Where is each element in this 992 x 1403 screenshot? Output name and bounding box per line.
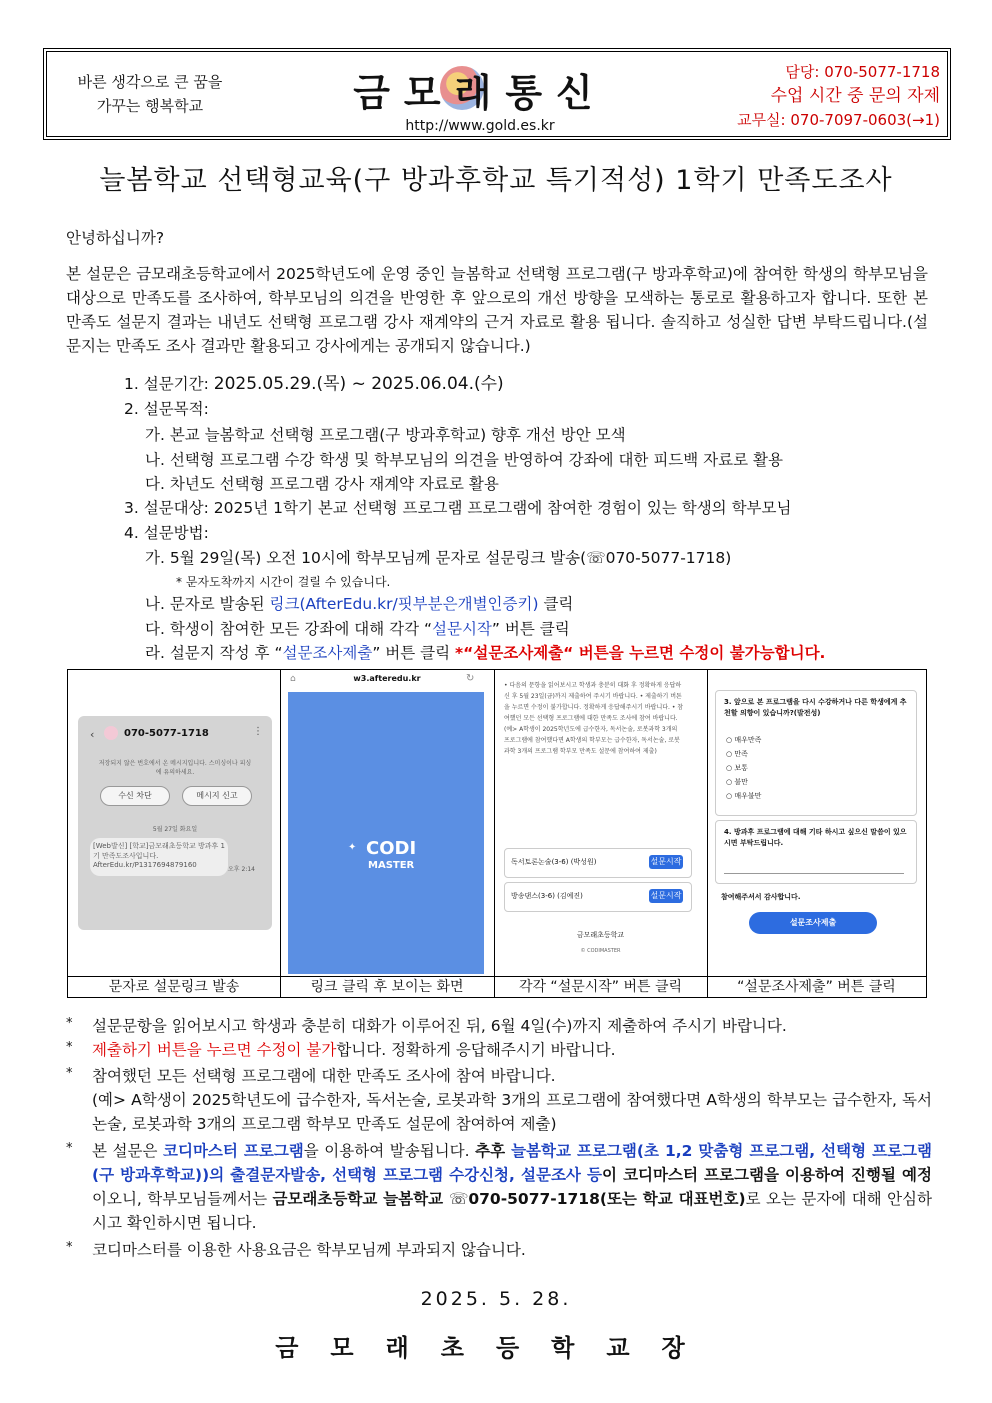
newsletter-masthead: 금모래통신 bbox=[353, 71, 607, 115]
screenshot-codi bbox=[280, 670, 495, 976]
school-motto bbox=[60, 70, 240, 118]
submit-survey-button[interactable]: 설문조사제출 bbox=[749, 912, 877, 934]
comment-input[interactable] bbox=[724, 857, 904, 874]
option-2[interactable]: ○ 만족 bbox=[726, 750, 748, 758]
block-button[interactable]: 수신 차단 bbox=[100, 786, 170, 806]
item-method-note: * 문자도착까지 시간이 걸릴 수 있습니다. bbox=[176, 575, 391, 589]
course-name-1: 독서토론논술(3-6) (박성원) bbox=[511, 858, 597, 866]
method-d-mid: ” 버튼 클릭 bbox=[372, 644, 456, 662]
note-3-marker: * bbox=[66, 1066, 73, 1081]
sms-warning: 저장되지 않은 번호에서 온 메시지입니다. 스미싱이나 피싱에 유의하세요. bbox=[98, 760, 252, 776]
caption-3: 각각 “설문시작” 버튼 클릭 bbox=[494, 976, 708, 997]
contact-line-2: 수업 시간 중 문의 자제 bbox=[770, 86, 940, 106]
school-name: 금모래초등학교 bbox=[576, 931, 625, 939]
note-3-example: (예> A학생이 2025학년도에 급수한자, 독서논술, 로봇과학 3개의 프로그램에 참여했다면 A학생의 학부모는 급수한자, 독서논술, 로봇과학 3개의 프로그램 학부모 만족도 설문에 참여하여 제출) bbox=[92, 1091, 932, 1133]
item-target: 3. 설문대상: 2025년 1학기 본교 선택형 프로그램 프로그램에 참여한 경험이 있는 학생의 학부모님 bbox=[124, 499, 792, 517]
screenshot-sms bbox=[68, 670, 281, 976]
rating-options bbox=[726, 733, 761, 803]
note-2 bbox=[92, 1038, 932, 1062]
screenshot-course-list bbox=[494, 670, 708, 976]
refresh-icon: ↻ bbox=[466, 673, 475, 684]
greeting: 안녕하십니까? bbox=[66, 229, 165, 247]
method-c-pre: 다. 학생이 참여한 모든 강좌에 대해 각각 “ bbox=[145, 620, 433, 638]
codimaster-footer: © CODIMASTER bbox=[580, 948, 621, 954]
more-icon: ⋮ bbox=[253, 726, 263, 737]
note-4: 본 설문은 코디마스터 프로그램을 이용하여 발송됩니다. 추후 늘봄학교 프로그램(초 1,2 맞춤형 프로그램, 선택형 프로그램(구 방과후학교))의 출결문자발송, 선택형 프로그램 수강신청, 설문조사 등이 코디마스터 프로그램을 이용하여 진행될 예정이오니, 학부모님들께서는 금모래초등학교 늘봄학교 ☏070-5077-1718(또는 학교 대표번호)로 오는 문자에 대해 안심하시고 확인하시면 됩니다. bbox=[92, 1142, 932, 1232]
method-b-post: 클릭 bbox=[538, 595, 574, 613]
survey-link[interactable]: 링크(AfterEdu.kr/핏부분은개별인증키) bbox=[269, 595, 539, 613]
home-icon: ⌂ bbox=[290, 674, 296, 684]
sms-screen bbox=[78, 716, 272, 930]
contact-line-3: 교무실: 070-7097-0603(→1) bbox=[737, 111, 940, 129]
item-method-d bbox=[145, 641, 825, 665]
start-survey-button-1[interactable]: 설문시작 bbox=[649, 855, 683, 869]
item-purpose-b: 나. 선택형 프로그램 수강 학생 및 학부모님의 의견을 반영하여 강좌에 대한 피드백 자료로 활용 bbox=[145, 451, 783, 469]
codi-logo-subtext: MASTER bbox=[368, 860, 415, 871]
note-5: 코디마스터를 이용한 사용요금은 학부모님께 부과되지 않습니다. bbox=[92, 1241, 526, 1259]
item-purpose: 2. 설문목적: bbox=[124, 400, 209, 418]
sms-phone-number: 070-5077-1718 bbox=[124, 728, 209, 739]
option-3[interactable]: ○ 보통 bbox=[726, 764, 748, 772]
motto-line-2: 가꾸는 행복학교 bbox=[96, 97, 204, 115]
note-1: 설문문항을 읽어보시고 학생과 충분히 대화가 이루어진 뒤, 6월 4일(수)까지 제출하여 주시기 바랍니다. bbox=[92, 1017, 787, 1035]
question-4-card bbox=[715, 820, 917, 884]
item-period-label: 1. 설문기간: bbox=[124, 375, 214, 393]
method-b-pre: 나. 문자로 발송된 bbox=[145, 595, 270, 613]
method-c-highlight: 설문시작 bbox=[432, 620, 492, 638]
note-5-marker: * bbox=[66, 1240, 73, 1255]
method-c-post: ” 버튼 클릭 bbox=[491, 620, 570, 638]
question-4: 4. 방과후 프로그램에 대해 기타 하시고 싶으신 말씀이 있으시면 부탁드립니다. bbox=[724, 828, 907, 847]
item-purpose-a: 가. 본교 늘봄학교 선택형 프로그램(구 방과후학교) 향후 개선 방안 모색 bbox=[145, 426, 626, 444]
back-icon: ‹ bbox=[90, 728, 95, 741]
principal-signature: 금모래초등학교장 bbox=[275, 1334, 717, 1362]
sms-message: [Web발신] [학교]금모래초등학교 방과후 1기 만족도조사입니다. AfterEdu.kr/P1317694879160 bbox=[90, 838, 228, 876]
school-url-link[interactable]: http://www.gold.es.kr bbox=[405, 118, 555, 134]
neulbom-programs: 늘봄학교 프로그램(초 1,2 맞춤형 프로그램, 선택형 프로그램(구 방과후학교))의 출결문자발송, 선택형 프로그램 수강신청, 설문조사 등 bbox=[92, 1142, 932, 1184]
question-3: 3. 앞으로 본 프로그램을 다시 수강하거나 다른 학생에게 추천할 의향이 있습니까?(발전성) bbox=[724, 698, 907, 717]
item-purpose-c: 다. 차년도 선택형 프로그램 강사 재계약 자료로 활용 bbox=[145, 475, 499, 493]
school-phone: 금모래초등학교 늘봄학교 ☏070-5077-1718(또는 학교 대표번호) bbox=[272, 1190, 746, 1208]
intro-paragraph: 본 설문은 금모래초등학교에서 2025학년도에 운영 중인 늘봄학교 선택형 프로그램(구 방과후학교)에 참여한 학생의 학부모님을 대상으로 만족도를 조사하여, 학부모님의 의견을 반영한 후 앞으로의 개선 방향을 모색하는 통로로 활용하고자 합니다. 또한 본 만족도 설문지 결과는 내년도 선택형 프로그램 강사 재계약의 근거 자료로 활용 됩니다. 솔직하고 성실한 답변 부탁드립니다.(설문지는 만족도 조사 결과만 활용되고 강사에게는 공개되지 않습니다.) bbox=[66, 265, 928, 355]
item-method-c bbox=[145, 617, 570, 641]
option-5[interactable]: ○ 매우불만 bbox=[726, 792, 762, 800]
sms-time: 오후 2:14 bbox=[228, 866, 255, 873]
item-method: 4. 설문방법: bbox=[124, 524, 209, 542]
note-3: 참여했던 모든 선택형 프로그램에 대한 만족도 조사에 참여 바랍니다. bbox=[92, 1067, 556, 1085]
caption-1: 문자로 설문링크 발송 bbox=[68, 976, 281, 997]
note-2-warning: 제출하기 버튼을 누르면 수정이 불가 bbox=[92, 1041, 337, 1059]
note-2-rest: 합니다. 정확하게 응답해주시기 바랍니다. bbox=[336, 1041, 616, 1059]
option-1[interactable]: ○ 매우만족 bbox=[726, 736, 762, 744]
item-period-value: 2025.05.29.(목) ~ 2025.06.04.(수) bbox=[213, 374, 504, 394]
start-survey-button-2[interactable]: 설문시작 bbox=[649, 889, 683, 903]
item-period bbox=[124, 372, 504, 396]
method-d-highlight: 설문조사제출 bbox=[282, 644, 373, 662]
note-4-marker: * bbox=[66, 1141, 73, 1156]
avatar bbox=[104, 726, 118, 740]
motto-line-1: 바른 생각으로 큰 꿈을 bbox=[77, 73, 223, 91]
sms-date: 5월 27일 화요일 bbox=[152, 826, 198, 833]
item-method-a: 가. 5월 29일(목) 오전 10시에 학부모님께 문자로 설문링크 발송(☏070-5077-1718) bbox=[145, 549, 732, 567]
survey-instructions: • 다음의 문항을 읽어보시고 학생과 충분히 대화 후 정확하게 응답하신 후 5월 23일(금)까지 제출하여 주시기 바랍니다. • 제출하기 버튼을 누르면 수정이 불가합니다. 정확하게 응답해주시기 바랍니다. • 참여했던 모든 선택형 프로그램에 대한 만족도 조사에 참여 바랍니다. (예> A학생이 2025학년도에 급수한자, 독서논술, 로봇과학 3개의 프로그램에 참여했다면 A학생의 학부모는 급수한자, 독서논술, 로봇과학 3개의 프로그램 학부모 만족도 설문에 참여하여 제출) bbox=[504, 682, 684, 755]
codi-logo-text: CODI bbox=[366, 838, 417, 859]
caption-2: 링크 클릭 후 보이는 화면 bbox=[280, 976, 495, 997]
course-name-2: 방송댄스(3-6) (김예진) bbox=[511, 892, 583, 900]
report-button[interactable]: 메시지 신고 bbox=[182, 786, 252, 806]
browser-url: w3.afteredu.kr bbox=[353, 674, 421, 683]
codimaster-program: 코디마스터 프로그램 bbox=[163, 1142, 304, 1160]
method-d-pre: 라. 설문지 작성 후 “ bbox=[145, 644, 283, 662]
note-2-marker: * bbox=[66, 1040, 73, 1055]
document-title: 늘봄학교 선택형교육(구 방과후학교 특기적성) 1학기 만족도조사 bbox=[99, 165, 893, 196]
document-date: 2025. 5. 28. bbox=[420, 1288, 572, 1310]
codi-logo-icon: ✦ bbox=[348, 842, 357, 853]
screenshot-submit bbox=[707, 670, 926, 976]
contact-line-1: 담당: 070-5077-1718 bbox=[785, 63, 940, 81]
note-1-marker: * bbox=[66, 1016, 73, 1031]
thanks-text: 참여해주셔서 감사합니다. bbox=[721, 893, 801, 901]
option-4[interactable]: ○ 불만 bbox=[726, 778, 748, 786]
contact-info bbox=[700, 60, 940, 132]
question-3-card bbox=[715, 690, 917, 816]
course-row-1 bbox=[504, 848, 692, 878]
codi-splash bbox=[288, 692, 484, 974]
method-d-warning: *“설문조사제출“ 버튼을 누르면 수정이 불가능합니다. bbox=[455, 644, 826, 662]
caption-4: “설문조사제출” 버튼 클릭 bbox=[707, 976, 926, 997]
item-method-b bbox=[145, 592, 573, 616]
screenshot-table bbox=[67, 669, 927, 998]
course-row-2 bbox=[504, 882, 692, 912]
